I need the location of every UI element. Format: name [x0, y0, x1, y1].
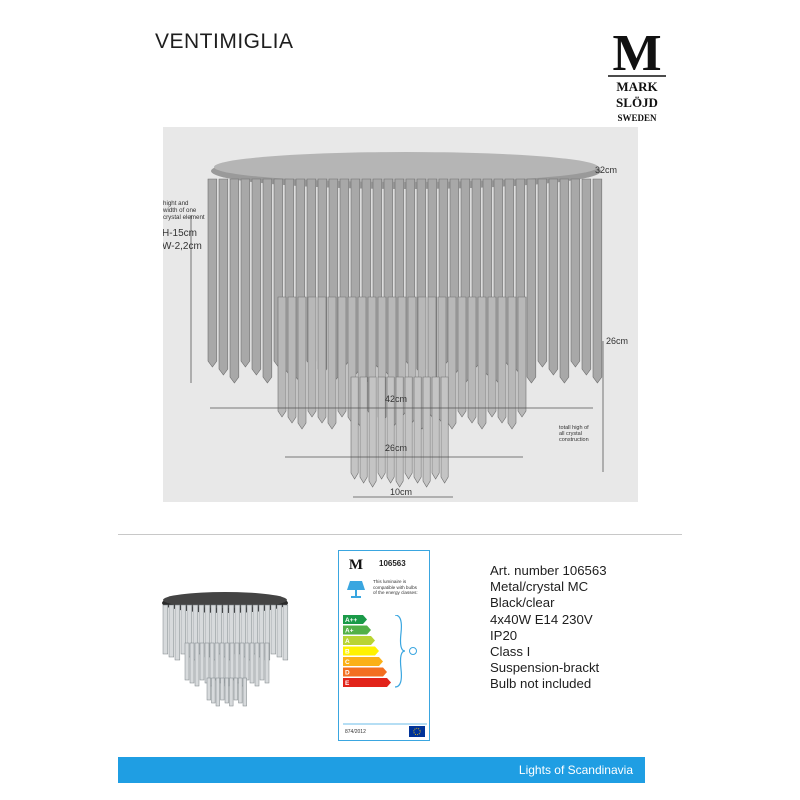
- crystal-prism: [405, 377, 412, 479]
- crystal-prism: [518, 297, 526, 417]
- spec-color: Black/clear: [490, 595, 555, 611]
- lamp-icon: [345, 578, 367, 600]
- spec-mount: Suspension-brackt: [490, 660, 600, 676]
- brand-logo: [604, 14, 670, 126]
- photo-crystal: [215, 643, 219, 680]
- crystal-prism: [414, 377, 421, 483]
- product-title: VENTIMIGLIA: [155, 30, 294, 53]
- energy-label: [338, 550, 430, 741]
- class-range-brace: [395, 615, 405, 687]
- energy-class-arrows: [343, 615, 427, 695]
- brand-line2: SLÖJD: [616, 95, 658, 110]
- photo-crystal: [216, 678, 220, 706]
- photo-crystal: [225, 678, 229, 703]
- compat-line-2: compatible with bulbs: [373, 584, 417, 590]
- crystal-prism: [338, 297, 346, 417]
- photo-crystal: [169, 605, 174, 657]
- crystal-prism: [488, 297, 496, 417]
- crystal-prism: [308, 297, 316, 417]
- photo-crystal: [200, 643, 204, 680]
- photo-crystal: [212, 678, 216, 703]
- energy-class-label: C: [345, 659, 350, 666]
- crystal-prism: [328, 297, 336, 429]
- energy-class-label: A+: [345, 627, 354, 635]
- brand-line3: SWEDEN: [617, 113, 657, 123]
- photo-crystal: [260, 643, 264, 680]
- compat-line-1: This luminaire is: [373, 579, 407, 584]
- crystal-prism: [423, 377, 430, 487]
- crystal-prism: [538, 179, 547, 367]
- spec-list: [490, 563, 607, 693]
- spec-bulbs: 4x40W E14 230V: [490, 611, 593, 627]
- crystal-prism: [378, 377, 385, 479]
- dim-width-10-label: 10cm: [390, 487, 413, 497]
- photo-crystal: [235, 643, 239, 683]
- crystal-prism: [219, 179, 228, 375]
- note-line-1: hight and: [163, 200, 189, 207]
- dim-top-label: 32cm: [595, 165, 618, 175]
- crystal-prism: [278, 297, 286, 417]
- crystal-prism: [252, 179, 261, 375]
- spec-art-number: Art. number 106563: [490, 563, 607, 578]
- crystal-prism: [351, 377, 358, 479]
- bulb-icon: [410, 648, 417, 655]
- energy-class-label: A++: [345, 617, 358, 624]
- total-note-line-3: construction: [559, 437, 589, 443]
- crystal-prism: [441, 377, 448, 483]
- dim-width-26-label: 26cm: [385, 443, 408, 453]
- crystal-prism: [208, 179, 217, 367]
- crystal-width-label: W-2,2cm: [163, 241, 202, 252]
- crystal-prism: [360, 377, 367, 483]
- photo-crystal: [230, 678, 234, 706]
- crystal-prism: [263, 179, 272, 383]
- eu-flag-icon: [409, 726, 425, 737]
- photo-crystal: [221, 678, 225, 700]
- crystal-prism: [298, 297, 306, 429]
- photo-crystal: [277, 605, 282, 657]
- crystal-prism: [549, 179, 558, 375]
- crystal-prism: [468, 297, 476, 423]
- photo-crystal: [205, 643, 209, 683]
- spec-class: Class I: [490, 644, 531, 660]
- photo-crystal: [239, 678, 243, 703]
- brand-line1: MARK: [616, 79, 658, 94]
- crystal-prism: [508, 297, 516, 429]
- energy-label-logo: [344, 556, 368, 574]
- energy-class-arrow: [343, 678, 391, 687]
- photo-crystal: [195, 643, 199, 686]
- photo-crystal: [255, 643, 259, 686]
- spec-material: Metal/crystal MC: [490, 579, 589, 595]
- total-note-line-2: all crystal: [559, 431, 582, 437]
- photo-crystal: [271, 605, 276, 654]
- photo-crystal: [243, 678, 247, 706]
- crystal-prism: [369, 377, 376, 487]
- product-photo: [155, 583, 295, 708]
- photo-crystal: [163, 605, 168, 654]
- technical-drawing: [163, 127, 638, 502]
- energy-label-regulation: 874/2012: [345, 729, 366, 735]
- drawing-svg: [163, 127, 638, 502]
- photo-crystal: [220, 643, 224, 683]
- note-line-3: crystal element: [163, 214, 205, 221]
- section-divider: [118, 534, 682, 535]
- photo-crystal: [283, 605, 288, 660]
- note-line-2: width of one: [163, 207, 197, 214]
- photo-crystal: [190, 643, 194, 683]
- crystal-prism: [288, 297, 296, 423]
- crystal-prism: [241, 179, 250, 367]
- crystal-height-label: H-15cm: [163, 228, 198, 239]
- crystal-prism: [582, 179, 591, 375]
- photo-crystal: [207, 678, 211, 700]
- dim-width-42-label: 42cm: [385, 394, 408, 404]
- crystal-prism: [593, 179, 602, 383]
- crystal-prism: [527, 179, 536, 383]
- crystal-prism: [448, 297, 456, 429]
- footer-text: Lights of Scandinavia: [518, 763, 633, 777]
- crystal-prism: [387, 377, 394, 483]
- footer-bar: [118, 757, 645, 783]
- energy-class-label: B: [345, 648, 350, 656]
- crystal-prism: [498, 297, 506, 423]
- energy-class-label: A: [345, 638, 350, 645]
- crystal-prism: [230, 179, 239, 383]
- spec-ip: IP20: [490, 627, 518, 643]
- crystal-prism: [560, 179, 569, 383]
- crystal-prism: [432, 377, 439, 479]
- photo-crystal: [245, 643, 249, 680]
- crystal-prism: [571, 179, 580, 367]
- photo-crystal: [185, 643, 189, 680]
- energy-class-label: E: [345, 680, 350, 687]
- energy-class-label: D: [345, 669, 350, 677]
- total-note-line-1: totall high of: [559, 425, 589, 431]
- energy-label-logo-initial: M: [348, 557, 364, 573]
- dim-height-label: 26cm: [606, 336, 629, 346]
- photo-crystal: [175, 605, 180, 660]
- spec-bulb-note: Bulb not included: [490, 676, 592, 692]
- compat-line-3: of the energy classes:: [373, 590, 418, 595]
- photo-crystal: [250, 643, 254, 683]
- crystal-prism: [458, 297, 466, 417]
- photo-crystal: [265, 643, 269, 683]
- brand-initial: M: [612, 25, 662, 82]
- crystal-prism: [318, 297, 326, 423]
- photo-crystal: [230, 643, 234, 680]
- energy-label-number: 106563: [379, 559, 406, 568]
- crystal-prism: [478, 297, 486, 429]
- energy-label-compat: [373, 579, 429, 596]
- photo-crystal: [234, 678, 238, 700]
